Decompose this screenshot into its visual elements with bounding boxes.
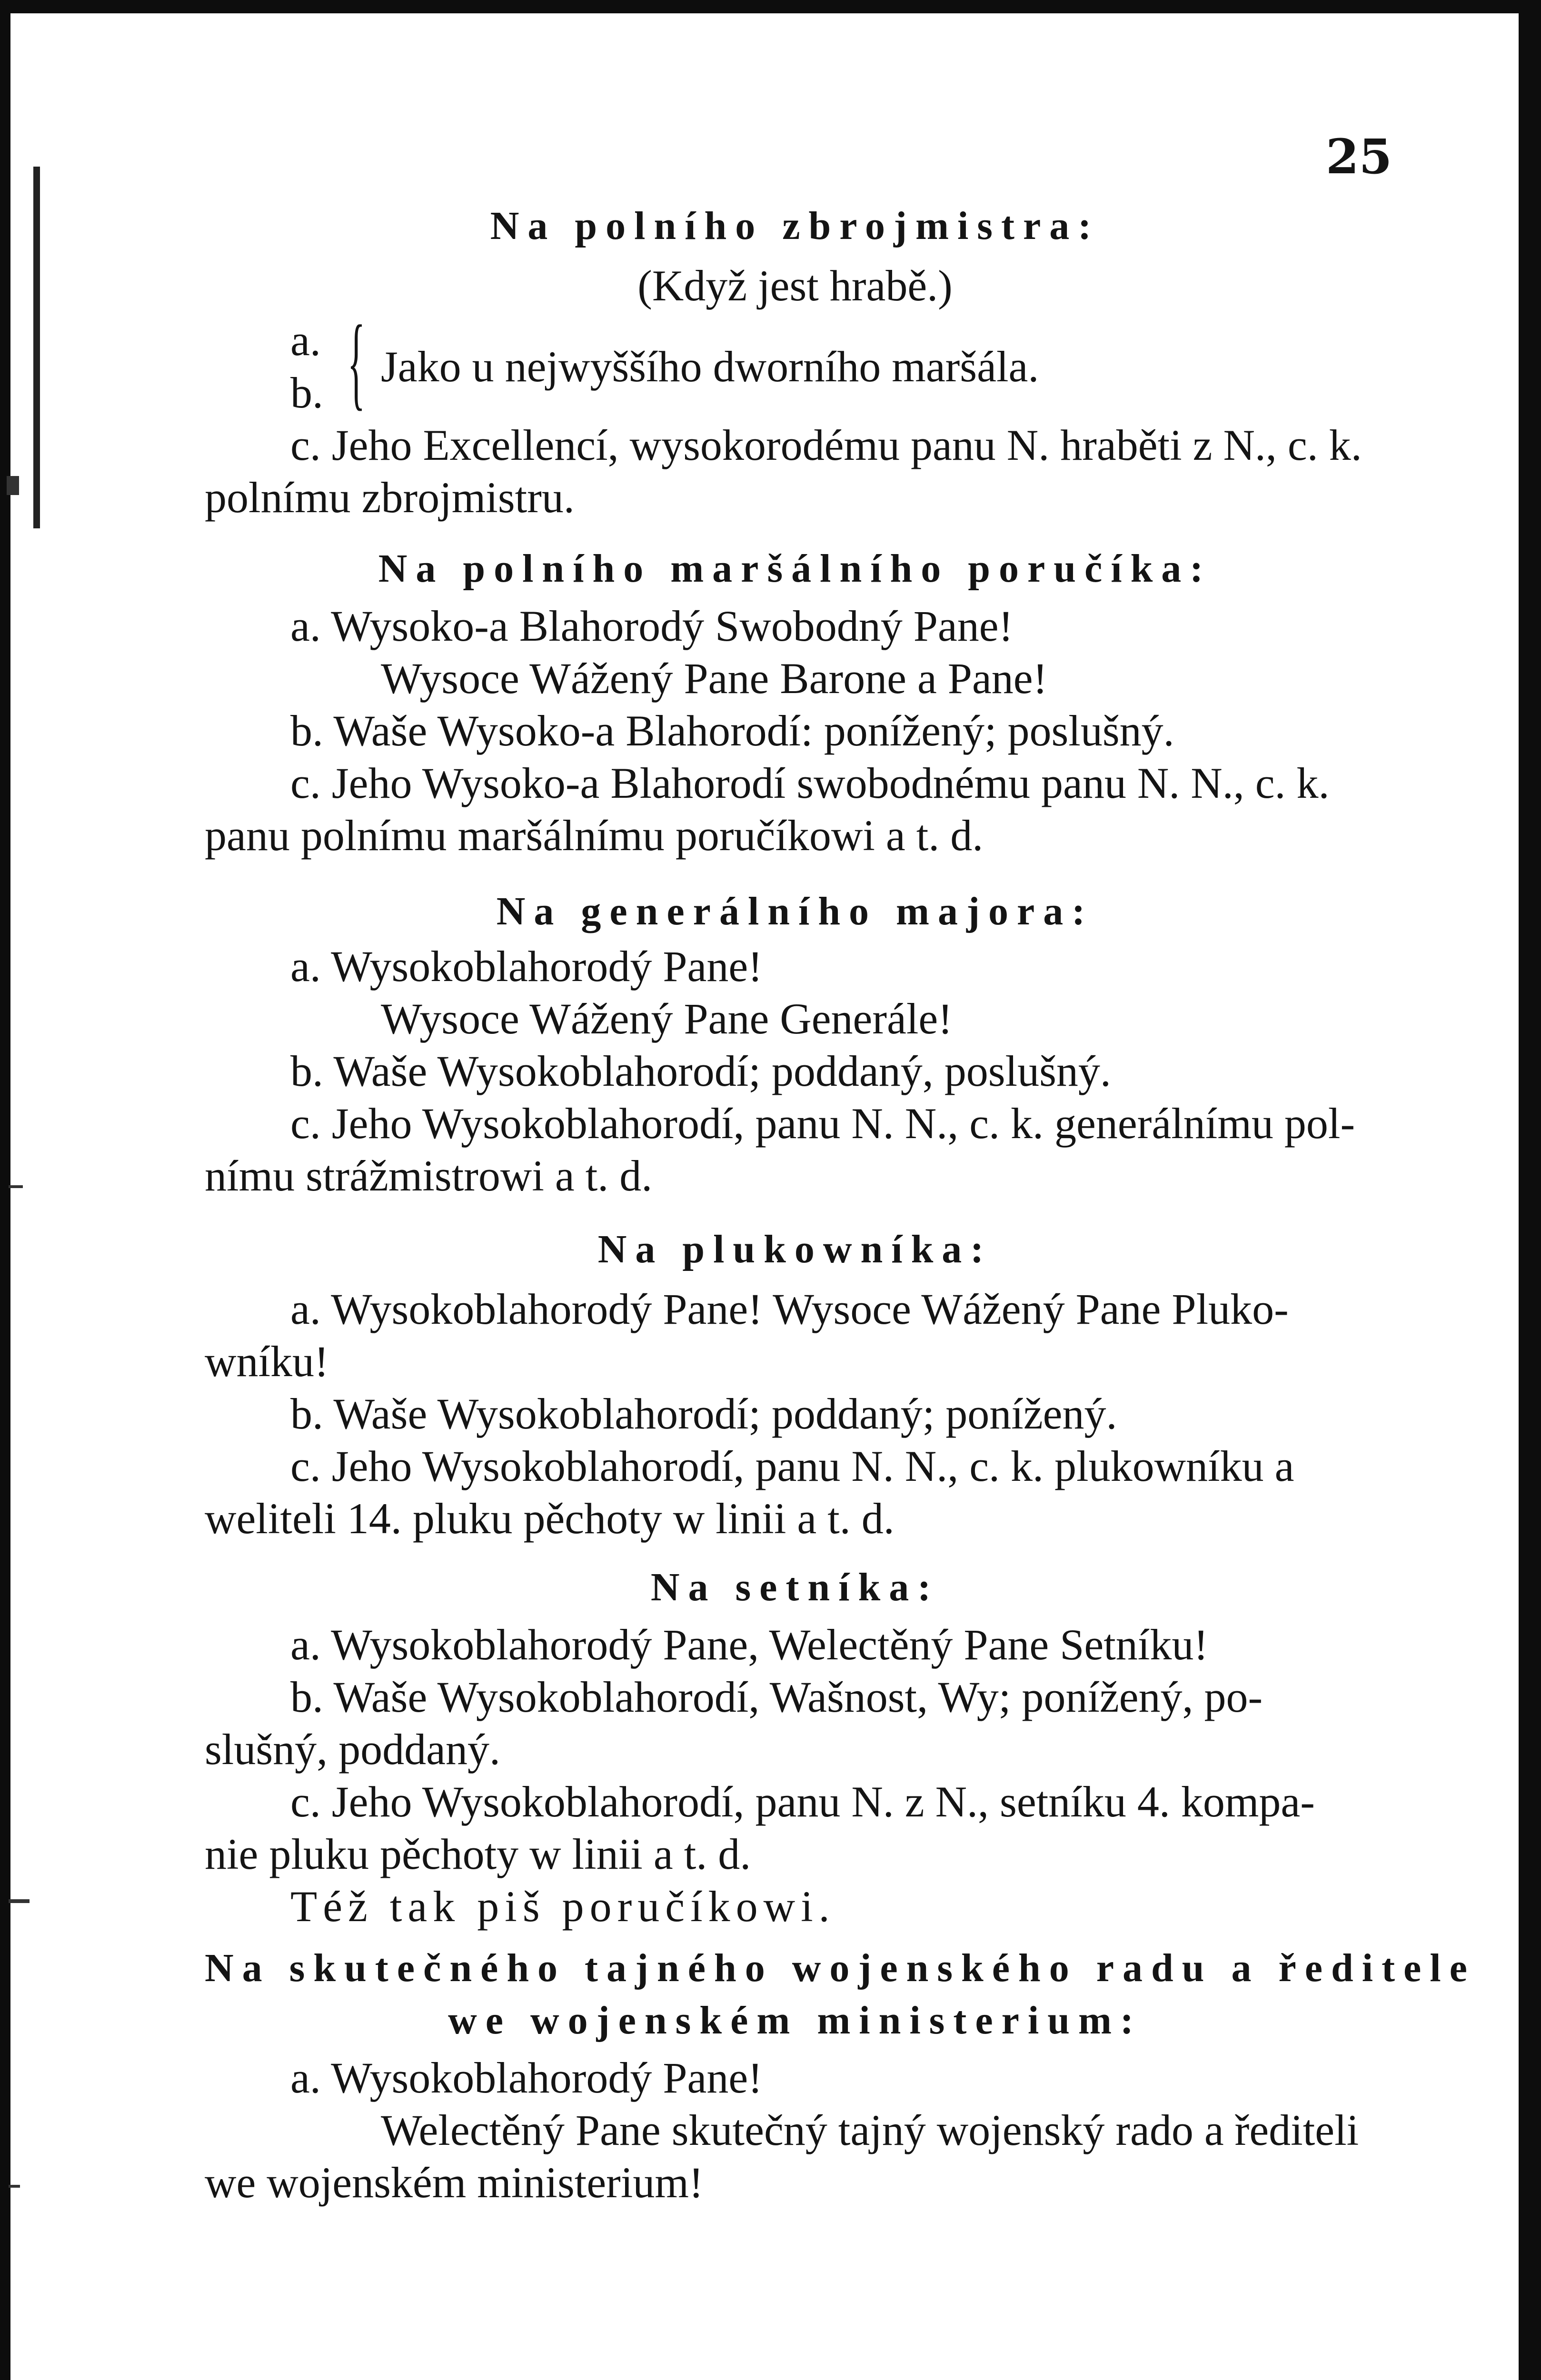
entry-line2: Welectěný Pane skutečný tajný wojenský rado a řediteli xyxy=(381,2106,1359,2154)
entry-c-line1: c. Jeho Excellencí, wysokorodému panu N. hraběti z N., c. k. xyxy=(290,421,1362,469)
note: Též tak piš poručíkowi. xyxy=(290,1882,835,1931)
section-heading-plukovnik: Na plukowníka: xyxy=(597,1227,993,1271)
entry-a-line2: wníku! xyxy=(205,1337,329,1386)
binding-mark xyxy=(9,2185,20,2188)
brace-glyph: { xyxy=(348,304,365,420)
binding-mark xyxy=(7,476,19,495)
entry-a-line1: a. Wysokoblahorodý Pane! Wysoce Wážený Pane Pluko- xyxy=(290,1285,1289,1333)
scan-border-left xyxy=(0,0,10,2380)
page-number: 25 xyxy=(1326,129,1392,185)
entry-a-line: a. Wysokoblahorodý Pane, Welectěný Pane Setníku! xyxy=(290,1620,1209,1669)
page-body xyxy=(205,0,1476,2380)
entry-c-line2: panu polnímu maršálnímu poručíkowi a t. d. xyxy=(205,811,984,860)
section-heading-marsalni-porucik: Na polního maršálního poručíka: xyxy=(378,546,1212,591)
entry-a-line1: a. Wysokoblahorodý Pane! xyxy=(290,942,763,991)
entry-a-line1: a. Wysoko-a Blahorodý Swobodný Pane! xyxy=(290,602,1014,650)
entry-a-line2: Wysoce Wážený Pane Barone a Pane! xyxy=(381,654,1048,703)
entry-b-line: b. Waše Wysokoblahorodí; poddaný; ponížený. xyxy=(290,1389,1117,1438)
section-heading-tajny-rada-line2: we wojenském ministerium: xyxy=(448,1998,1142,2043)
section-heading-tajny-rada-line1: Na skutečného tajného wojenského radu a ředitele xyxy=(205,1946,1476,1990)
entry-c-line2: weliteli 14. pluku pěchoty w linii a t. d. xyxy=(205,1494,895,1543)
ab-text: Jako u nejwyššího dworního maršála. xyxy=(381,342,1039,391)
binding-mark xyxy=(9,1899,30,1903)
entry-c-line2: nímu strážmistrowi a t. d. xyxy=(205,1151,653,1200)
binding-mark xyxy=(9,1185,23,1188)
entry-b-line1: b. Waše Wysokoblahorodí, Wašnost, Wy; ponížený, po- xyxy=(290,1673,1263,1721)
entry-a-line2: Wysoce Wážený Pane Generále! xyxy=(381,994,953,1043)
entry-b-line: b. Waše Wysoko-a Blahorodí: ponížený; poslušný. xyxy=(290,706,1174,755)
entry-b-line2: slušný, poddaný. xyxy=(205,1725,500,1774)
label-b: b. xyxy=(290,368,323,417)
entry-c-line1: c. Jeho Wysokoblahorodí, panu N. N., c. k. plukowníku a xyxy=(290,1442,1294,1490)
entry-c-line1: c. Jeho Wysokoblahorodí, panu N. N., c. k. generálnímu pol- xyxy=(290,1099,1355,1148)
entry-line3: we wojenském ministerium! xyxy=(205,2158,704,2207)
entry-c-line2: nie pluku pěchoty w linii a t. d. xyxy=(205,1830,751,1878)
section-heading-general-major: Na generálního majora: xyxy=(496,889,1094,933)
entry-b-line: b. Waše Wysokoblahorodí; poddaný, poslušný. xyxy=(290,1047,1111,1095)
section-heading-setnik: Na setníka: xyxy=(650,1565,940,1609)
subheading: (Když jest hrabě.) xyxy=(637,261,953,310)
binding-edge xyxy=(33,167,40,528)
entry-c-line1: c. Jeho Wysoko-a Blahorodí swobodnému panu N. N., c. k. xyxy=(290,759,1330,807)
section-heading-zbrojmistr: Na polního zbrojmistra: xyxy=(490,204,1100,248)
entry-a-line: a. Wysokoblahorodý Pane! xyxy=(290,2053,763,2102)
scan-border-right xyxy=(1519,0,1541,2380)
label-a: a. xyxy=(290,316,321,365)
entry-c-line1: c. Jeho Wysokoblahorodí, panu N. z N., setníku 4. kompa- xyxy=(290,1777,1315,1826)
entry-c-line2: polnímu zbrojmistru. xyxy=(205,473,575,522)
